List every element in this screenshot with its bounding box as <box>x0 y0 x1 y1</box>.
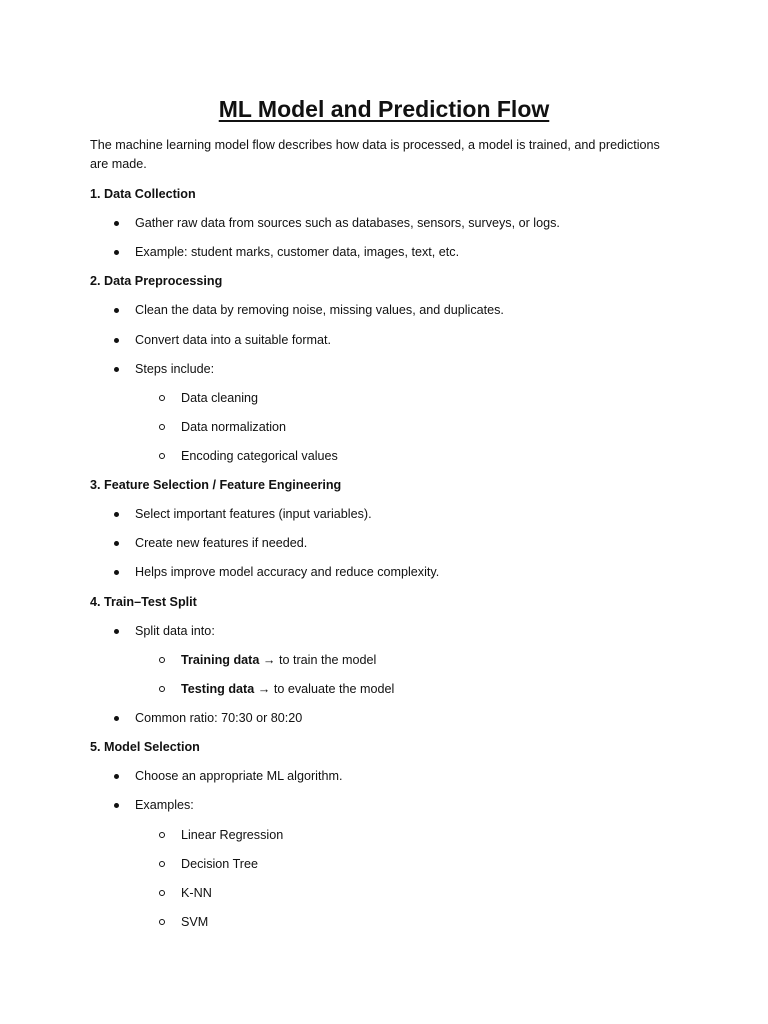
section-heading-train-test-split: 4. Train–Test Split <box>90 595 197 609</box>
bullet-icon <box>114 803 119 808</box>
section-heading-feature-selection: 3. Feature Selection / Feature Engineering <box>90 478 342 492</box>
circle-bullet-icon <box>159 919 165 925</box>
circle-bullet-icon <box>159 832 165 838</box>
bullet-icon <box>114 716 119 721</box>
bullet-icon <box>114 774 119 779</box>
term-testing-data: Testing data <box>181 682 255 696</box>
circle-bullet-icon <box>159 861 165 867</box>
circle-bullet-icon <box>159 657 165 663</box>
bullet-icon <box>114 570 119 575</box>
bullet-icon <box>114 338 119 343</box>
bullet-icon <box>114 629 119 634</box>
intro-paragraph: The machine learning model flow describes how data is processed, a model is trained, and predictions are made. <box>90 138 660 171</box>
term-training-data: Training data <box>181 653 260 667</box>
bullet-icon <box>114 221 119 226</box>
bullet-icon <box>114 512 119 517</box>
section-heading-model-selection: 5. Model Selection <box>90 740 200 754</box>
circle-bullet-icon <box>159 686 165 692</box>
section-heading-data-preprocessing: 2. Data Preprocessing <box>90 274 223 288</box>
bullet-icon <box>114 541 119 546</box>
bullet-icon <box>114 367 119 372</box>
document-title: ML Model and Prediction Flow <box>218 96 550 122</box>
document-page: ML Model and Prediction Flow The machine learning model flow describes how data is processed, a model is trained, and predictions are made. 1. Data Collection Gather raw data from sources such as databases, sensors, surveys, or logs. Example: student marks, customer data, images, text, etc. 2. Data Preprocessing Clean the data by removing noise, missing values, and duplicates. Convert data into a suitable format. Steps include: Data cleaning Data normalization Encoding categorical values 3. Feature Selection / Feature Engineering Select important features (input variables). Create new features if needed. Helps improve model accuracy and reduce complexity. 4. Train–Test Split Split data into: Training data → to train the model Testing data → to evaluate the model Common ratio: 70:30 or 80:20 5. Model Selection Choose an appropriate ML algorithm. Examples: Linear Regression Decision Tree K-NN SVM <box>0 0 768 1024</box>
circle-bullet-icon <box>159 424 165 430</box>
circle-bullet-icon <box>159 395 165 401</box>
circle-bullet-icon <box>159 890 165 896</box>
bullet-icon <box>114 250 119 255</box>
bullet-icon <box>114 308 119 313</box>
circle-bullet-icon <box>159 453 165 459</box>
section-heading-data-collection: 1. Data Collection <box>90 187 196 201</box>
